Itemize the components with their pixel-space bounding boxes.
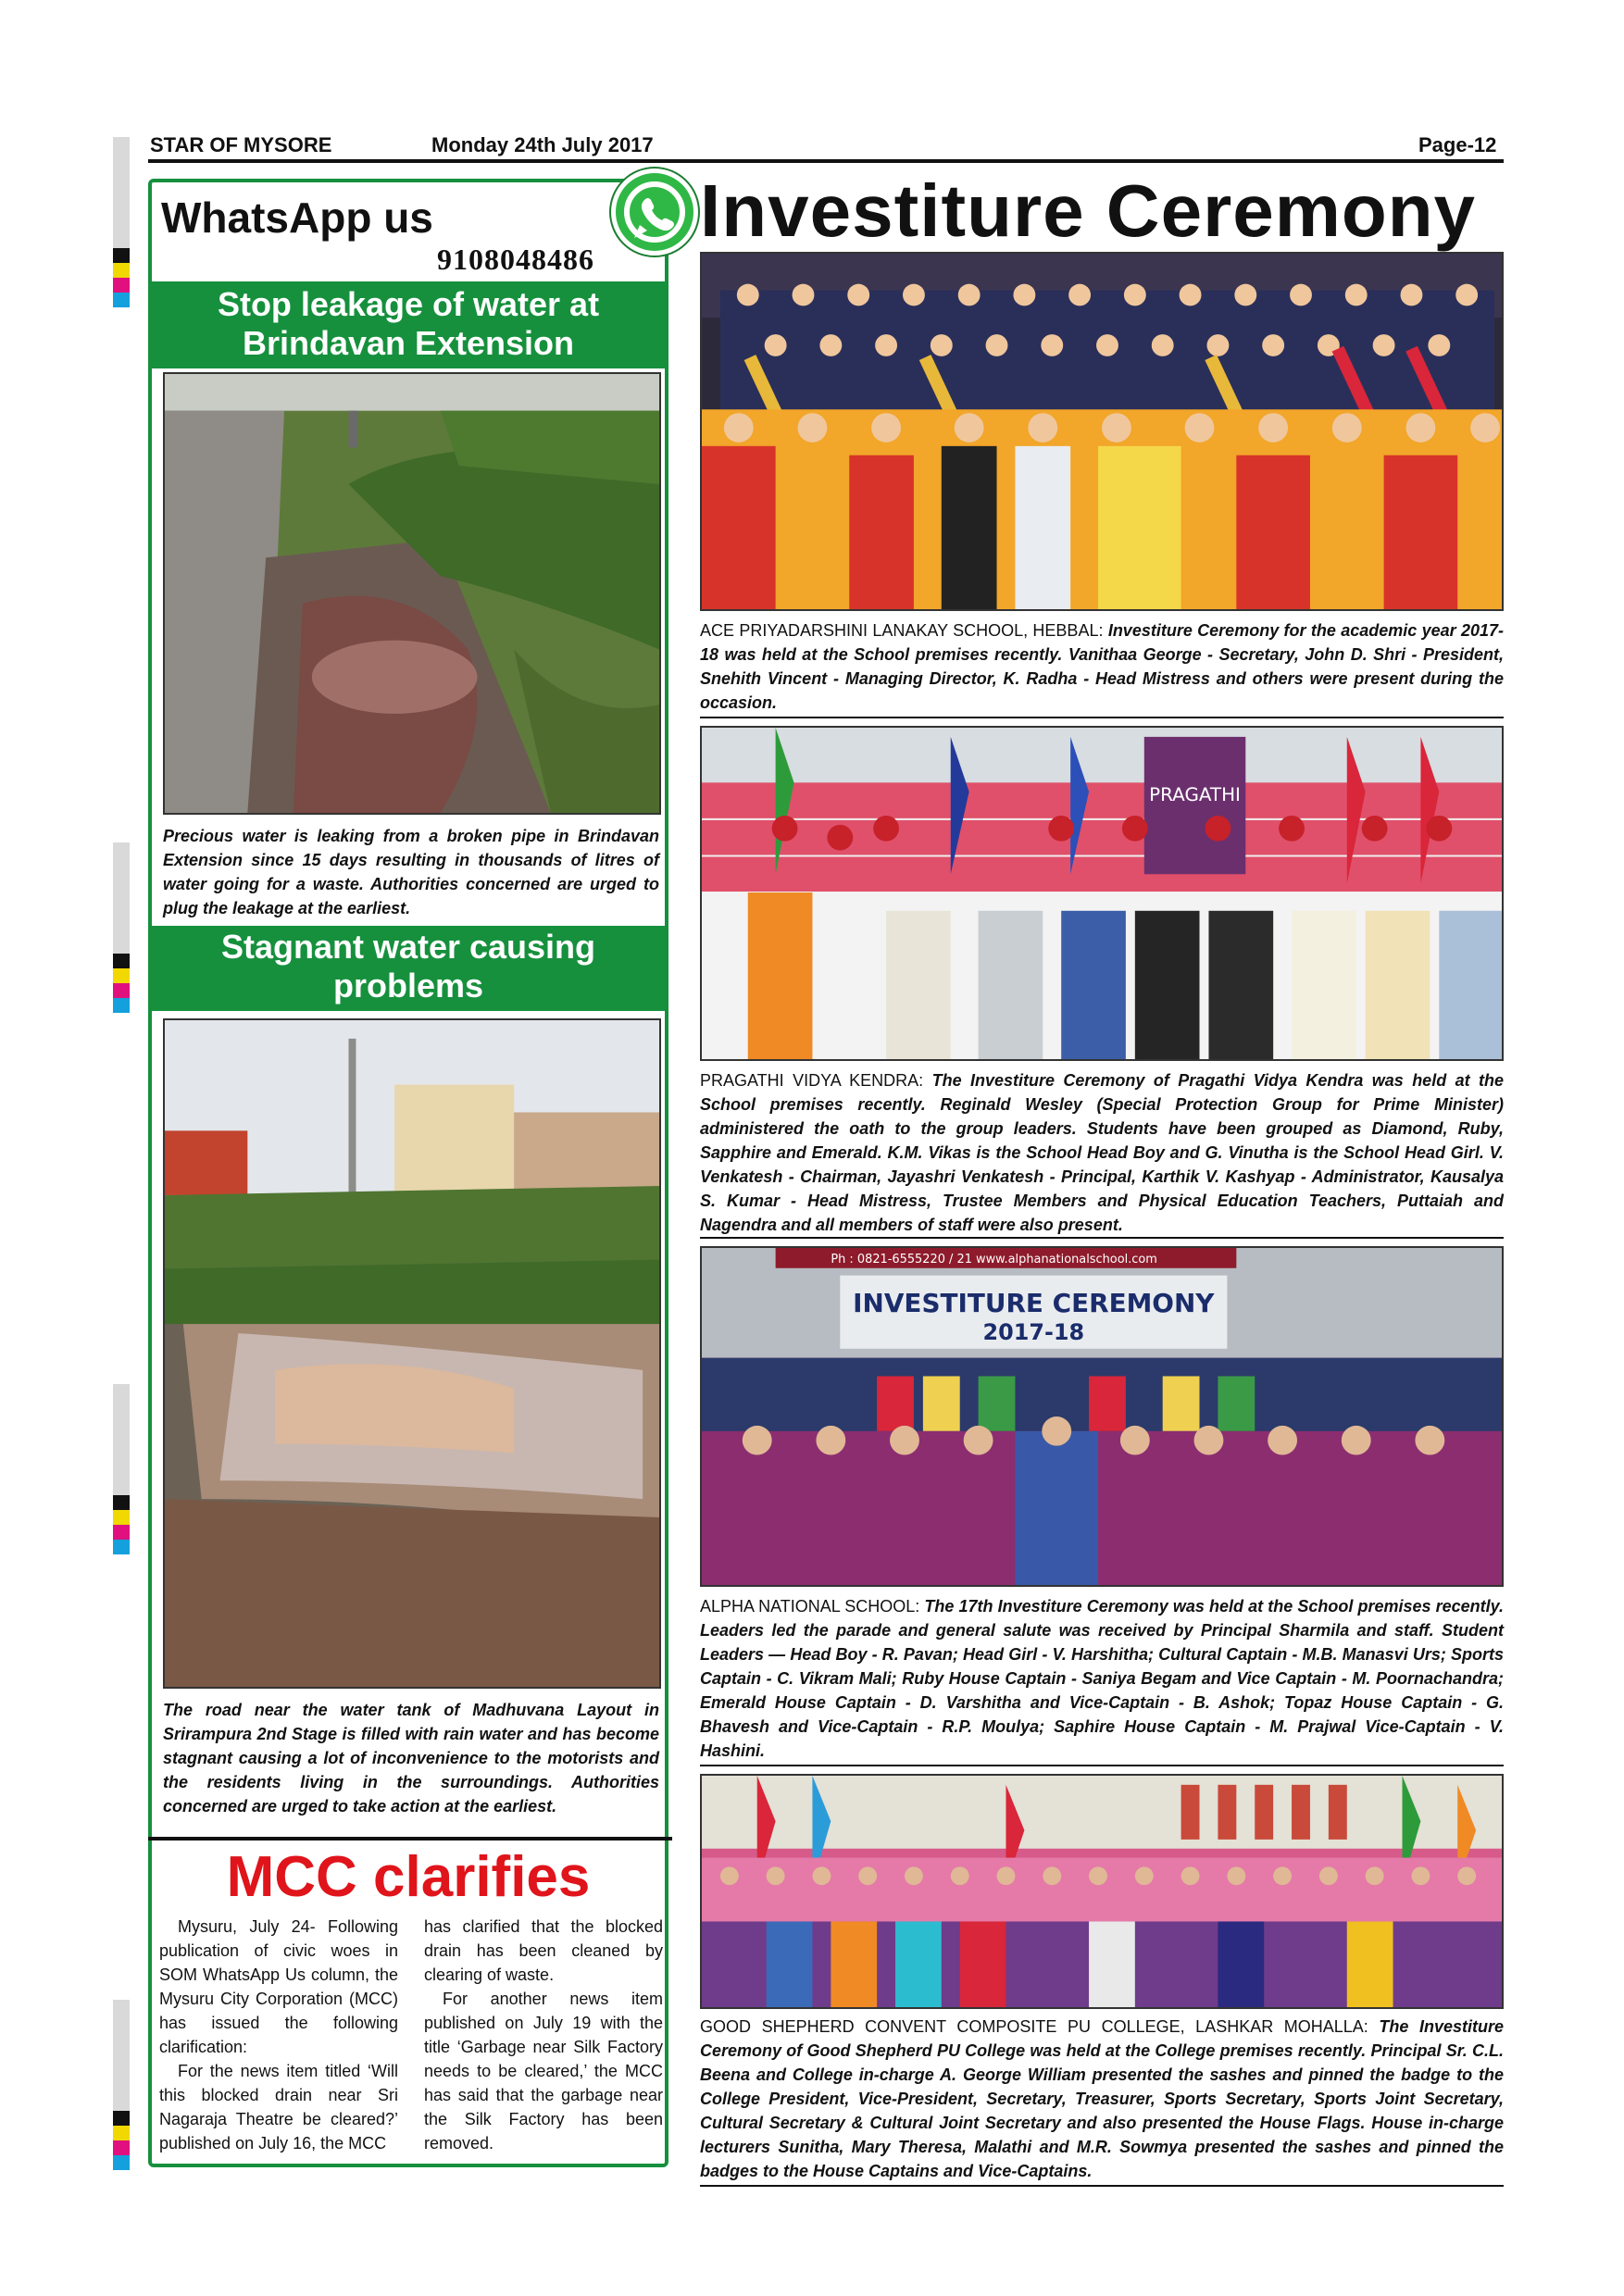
leaking-pipe-photo bbox=[163, 372, 661, 815]
caption-text: Investiture Ceremony for the academic year 2017-18 was held at the School premises recently. Vanithaa George - Secretary, John D. Shri - President, Snehith Vincent - Managing Director, K. Radha - Head Mistress and others were present during the occasion. bbox=[700, 621, 1504, 712]
stagnant-water-photo bbox=[163, 1018, 661, 1689]
story1-headline-line1: Stop leakage of water at bbox=[217, 285, 600, 323]
caption-text: The Investiture Ceremony of Good Shepherd PU College was held at the College premises recently. Principal Sr. C.L. Beena and College in-charge A. George William presented the sashes and pinned the badge to the College President, Vice-President, Secretary, Treasurer, Sports Secretary, Sports Joint Secretary, Cultural Secretary & Cultural Joint Secretary and also presented the House Flags. House in-charge lecturers Sunitha, Mary Theresa, Malathi and M.R. Sowmya presented the sashes and pinned the badges to the House Captains and Vice-Captains. bbox=[700, 2017, 1504, 2180]
mcc-headline: MCC clarifies bbox=[226, 1845, 591, 1909]
story2-headline bbox=[152, 926, 665, 1011]
ace-school-caption bbox=[700, 618, 1504, 715]
story1-caption: Precious water is leaking from a broken pipe in Brindavan Extension since 15 days resulting in thousands of litres of water going for a waste. Authorities concerned are urged to plug the leakage at the earliest. bbox=[163, 827, 659, 917]
mcc-paragraph: has clarified that the blocked drain has been cleaned by clearing of waste. bbox=[424, 1917, 663, 1984]
svg-text:2017-18: 2017-18 bbox=[982, 1318, 1085, 1345]
story1-headline bbox=[152, 281, 665, 368]
caption-lead: GOOD SHEPHERD CONVENT COMPOSITE PU COLLEGE, LASHKAR MOHALLA: bbox=[700, 2017, 1368, 2036]
caption-lead: ACE PRIYADARSHINI LANAKAY SCHOOL, HEBBAL: bbox=[700, 621, 1104, 640]
caption-lead: ALPHA NATIONAL SCHOOL: bbox=[700, 1597, 920, 1616]
divider bbox=[700, 717, 1504, 718]
mcc-column-2 bbox=[424, 1915, 663, 2155]
good-shepherd-photo bbox=[700, 1774, 1504, 2009]
caption-text: The Investiture Ceremony of Pragathi Vidya Kendra was held at the School premises recently. Reginald Wesley (Special Protection Group for Prime Minister) administered the oath to the group leaders. Students have been grouped as Diamond, Ruby, Sapphire and Emerald. K.M. Vikas is the School Head Boy and G. Vinutha is the School Head Girl. V. Venkatesh - Chairman, Jayashri Venkatesh - Principal, Karthik V. Kashyap - Administrator, Kausalya S. Kumar - Head Mistress, Trustee Members and Physical Education Teachers, Puttaiah and Nagendra and all members of staff were also present. bbox=[700, 1071, 1504, 1234]
mcc-paragraph: For the news item titled ‘Will this blocked drain near Sri Nagaraja Theatre be cleared?’ published on July 16, the MCC bbox=[159, 2062, 398, 2152]
issue-date: Monday 24th July 2017 bbox=[431, 133, 654, 156]
alpha-banner-top: Ph : 0821-6555220 / 21 www.alphanationalschool.com bbox=[831, 1252, 1157, 1267]
page-number: Page-12 bbox=[1418, 133, 1497, 156]
mcc-section-rule bbox=[148, 1837, 672, 1841]
good-shepherd-caption bbox=[700, 2015, 1504, 2183]
header-rule bbox=[148, 159, 1504, 163]
ace-school-photo bbox=[700, 252, 1504, 611]
divider bbox=[700, 2185, 1504, 2187]
caption-lead: PRAGATHI VIDYA KENDRA: bbox=[700, 1071, 924, 1090]
color-registration-bar bbox=[113, 842, 130, 1013]
main-headline: Investiture Ceremony bbox=[700, 169, 1477, 252]
pragathi-photo bbox=[700, 726, 1504, 1061]
color-registration-bar bbox=[113, 2000, 130, 2170]
caption-text: The 17th Investiture Ceremony was held at the School premises recently. Leaders led the parade and general salute was received by Principal Sharmila and staff. Student Leaders — Head Boy - R. Pavan; Head Girl - V. Harshitha; Cultural Captain - M.B. Manasvi Urs; Sports Captain - C. Vikram Mali; Ruby House Captain - Saniya Begam and Vice Captain - M. Poornachandra; Emerald House Captain - D. Varshitha and Vice-Captain - B. Ashok; Topaz House Captain - G. Bhavesh and Vice-Captain - R.P. Moulya; Saphire House Captain - M. Prajwal Vice-Captain - V. Hashini. bbox=[700, 1597, 1504, 1760]
paper-name: STAR OF MYSORE bbox=[150, 133, 332, 156]
color-registration-bar bbox=[113, 137, 130, 307]
whatsapp-title: WhatsApp us bbox=[161, 193, 433, 242]
divider bbox=[700, 1237, 1504, 1239]
alpha-banner-text: INVESTITURE CEREMONY bbox=[853, 1288, 1215, 1319]
alpha-national-caption bbox=[700, 1594, 1504, 1763]
whatsapp-phone-icon bbox=[611, 168, 698, 256]
story1-headline-line2: Brindavan Extension bbox=[242, 324, 575, 362]
alpha-national-photo bbox=[700, 1246, 1504, 1587]
divider bbox=[700, 1765, 1504, 1766]
story2-caption: The road near the water tank of Madhuvana Layout in Srirampura 2nd Stage is filled with rain water and has become stagnant causing a lot of inconvenience to the motorists and the residents living in the surroundings. Authorities concerned are urged to take action at the earliest. bbox=[163, 1701, 659, 1816]
color-registration-bar bbox=[113, 1384, 130, 1554]
pragathi-banner-text: PRAGATHI bbox=[1149, 784, 1241, 806]
whatsapp-number: 9108048486 bbox=[437, 243, 594, 276]
mcc-paragraph: For another news item published on July 19 with the title ‘Garbage near Silk Factory needs to be cleared,’ the MCC has said that the garbage near the Silk Factory has been removed. bbox=[424, 1990, 663, 2152]
story2-headline-line1: Stagnant water causing problems bbox=[220, 928, 596, 1004]
mcc-paragraph: Mysuru, July 24- Following publication of civic woes in SOM WhatsApp Us column, the Mysuru City Corporation (MCC) has issued the following clarification: bbox=[159, 1917, 398, 2056]
mcc-column-1 bbox=[159, 1915, 398, 2155]
pragathi-caption bbox=[700, 1068, 1504, 1237]
